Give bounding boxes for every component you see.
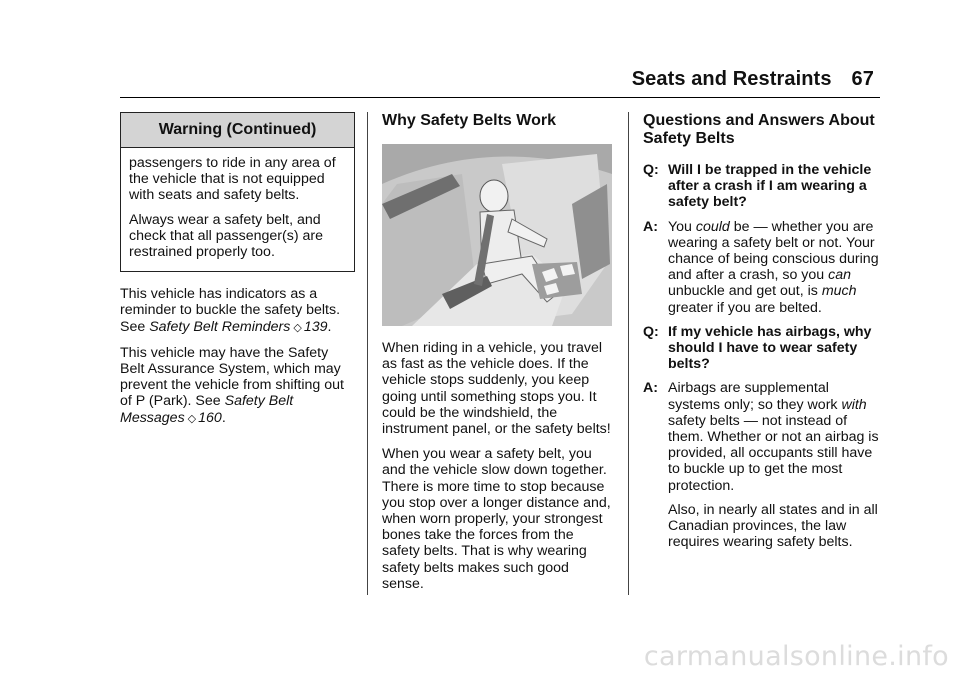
answer-label: A: (643, 218, 658, 235)
xref-diamond-icon: ◇ (187, 412, 197, 425)
body-paragraph: When riding in a vehicle, you travel as fast as the vehicle does. If the vehicle stops suddenly, you keep going until something stops you. It could be the windshield, the instrument panel, or the safety belts! (382, 340, 611, 438)
column-divider (628, 112, 629, 595)
cross-reference-page[interactable]: 160 (198, 409, 222, 426)
crash-occupant-illustration (382, 144, 612, 326)
warning-paragraph: passengers to ride in any area of the vehicle that is not equipped with seats and safety belts. (129, 155, 336, 204)
section-heading: Questions and Answers About Safety Belts (643, 112, 875, 147)
answer-text: Airbags are supplemental systems only; so they work with safety belts — not instead of them. Whether or not an airbag is provided, all occupants still have to buckle up to get the most protection. (668, 380, 879, 494)
section-heading: Why Safety Belts Work (382, 112, 556, 129)
question-label: Q: (643, 323, 659, 340)
column-divider (367, 112, 368, 595)
question (643, 324, 879, 373)
answer-label: A: (643, 380, 658, 397)
question (643, 162, 879, 211)
question-text: If my vehicle has airbags, why should I have to wear safety belts? (668, 323, 872, 373)
column-right (643, 112, 879, 558)
body-paragraph: When you wear a safety belt, you and the vehicle slow down together. There is more time to stop because you stop over a longer distance and, when worn properly, your strongest bones take the forces from the safety belts. That is why wearing safety belts makes such good sense. (382, 446, 611, 592)
question-text: Will I be trapped in the vehicle after a crash if I am wearing a safety belt? (668, 162, 872, 211)
column-left (120, 112, 355, 436)
page-number: 67 (851, 68, 874, 90)
warning-paragraph: Always wear a safety belt, and check that all passenger(s) are restrained properly too. (129, 211, 323, 261)
body-paragraph: This vehicle may have the Safety Belt Assurance System, which may prevent the vehicle from shifting out of P (Park). See Safety Belt Messages ◇ 160. (120, 344, 344, 426)
body-paragraph: This vehicle has indicators as a reminder to buckle the safety belts. See Safety Belt Reminders ◇ 139. (120, 286, 341, 335)
cross-reference-link[interactable]: Safety Belt Reminders (149, 318, 291, 335)
column-middle (382, 112, 614, 601)
warning-title: Warning (Continued) (121, 113, 354, 148)
cross-reference-page[interactable]: 139 (303, 318, 328, 335)
cross-reference-link[interactable]: Safety Belt Messages (120, 393, 294, 426)
warning-box (120, 112, 355, 272)
answer-continuation: Also, in nearly all states and in all Canadian provinces, the law requires wearing safety belts. (668, 501, 878, 551)
watermark: carmanualsonline.info (643, 641, 949, 672)
header-rule (120, 97, 880, 98)
question-label: Q: (643, 162, 659, 178)
answer-text: You could be — whether you are wearing a safety belt or not. Your chance of being conscious during and after a crash, so you can unbuckle and get out, is much greater if you are belted. (668, 218, 879, 316)
section-title: Seats and Restraints (631, 68, 832, 90)
answer (643, 380, 879, 493)
xref-diamond-icon: ◇ (293, 321, 302, 334)
page-header (632, 68, 874, 91)
answer (643, 219, 879, 316)
